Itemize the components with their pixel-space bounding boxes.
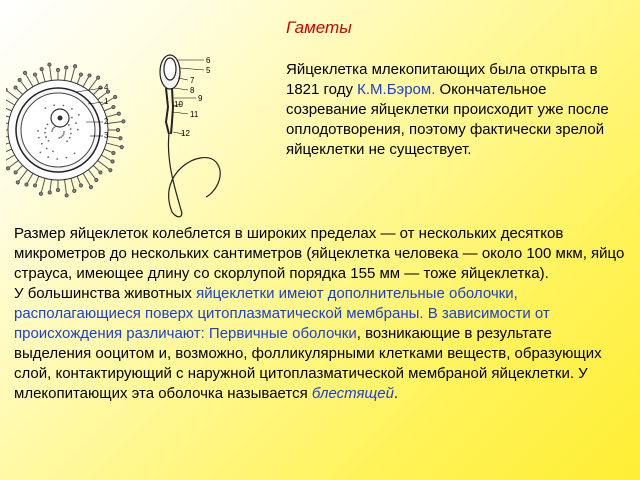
sperm-label-6: 6: [206, 56, 211, 65]
zona-pellucida-term: блестящей: [311, 385, 394, 402]
intro-paragraph: [286, 60, 631, 160]
membrane-end: .: [393, 385, 399, 402]
main-text: [14, 224, 630, 404]
intro-text-2: Окончательное созревание яйцеклетки происходит уже после оплодотворения, поэтому фактически зрелой яйцеклетки не существует.: [286, 81, 609, 158]
page-title: Гаметы: [286, 18, 352, 37]
sperm-label-10: 10: [174, 100, 183, 109]
size-paragraph: Размер яйцеклеток колеблется в широких пределах — от нескольких десятков микрометров до нескольких сантиметров (яйцеклетка человека — около 100 мкм, яйцо страуса, имеющее длину со скорлупой порядка 155 мм — тоже яйцеклетка).: [14, 225, 625, 282]
sperm-label-12: 12: [181, 129, 190, 138]
membrane-highlight: яйцеклетки имеют дополнительные оболочки, располагающиеся поверх цитоплазматической мембраны. В зависимости от происхождения различают: Первичные оболочки: [14, 285, 550, 342]
egg-and-sperm-illustration: [6, 52, 268, 222]
intro-text-1: Яйцеклетка млекопитающих была открыта в 1821 году: [286, 61, 598, 98]
egg-label-2: 2: [104, 117, 109, 126]
egg-label-1: 1: [104, 97, 109, 106]
sperm-label-11: 11: [190, 110, 199, 119]
sperm-label-8: 8: [190, 86, 195, 95]
membrane-paragraph: [14, 284, 630, 404]
egg-label-4: 4: [104, 83, 109, 92]
sperm-label-5: 5: [206, 66, 211, 75]
sperm-label-9: 9: [198, 94, 203, 103]
discoverer-name: К.М.Бэром.: [357, 81, 436, 98]
egg-label-3: 3: [104, 131, 109, 140]
sperm-label-7: 7: [190, 76, 195, 85]
membrane-rest: , возникающие в результате выделения ооцитом и, возможно, фолликулярными клетками веществ, образующих слой, контактирующий с наружной цитоплазматической мембраной яйцеклетки. У млекопитающих эта оболочка называется: [14, 325, 602, 402]
membrane-prefix: У большинства животных: [14, 285, 197, 302]
